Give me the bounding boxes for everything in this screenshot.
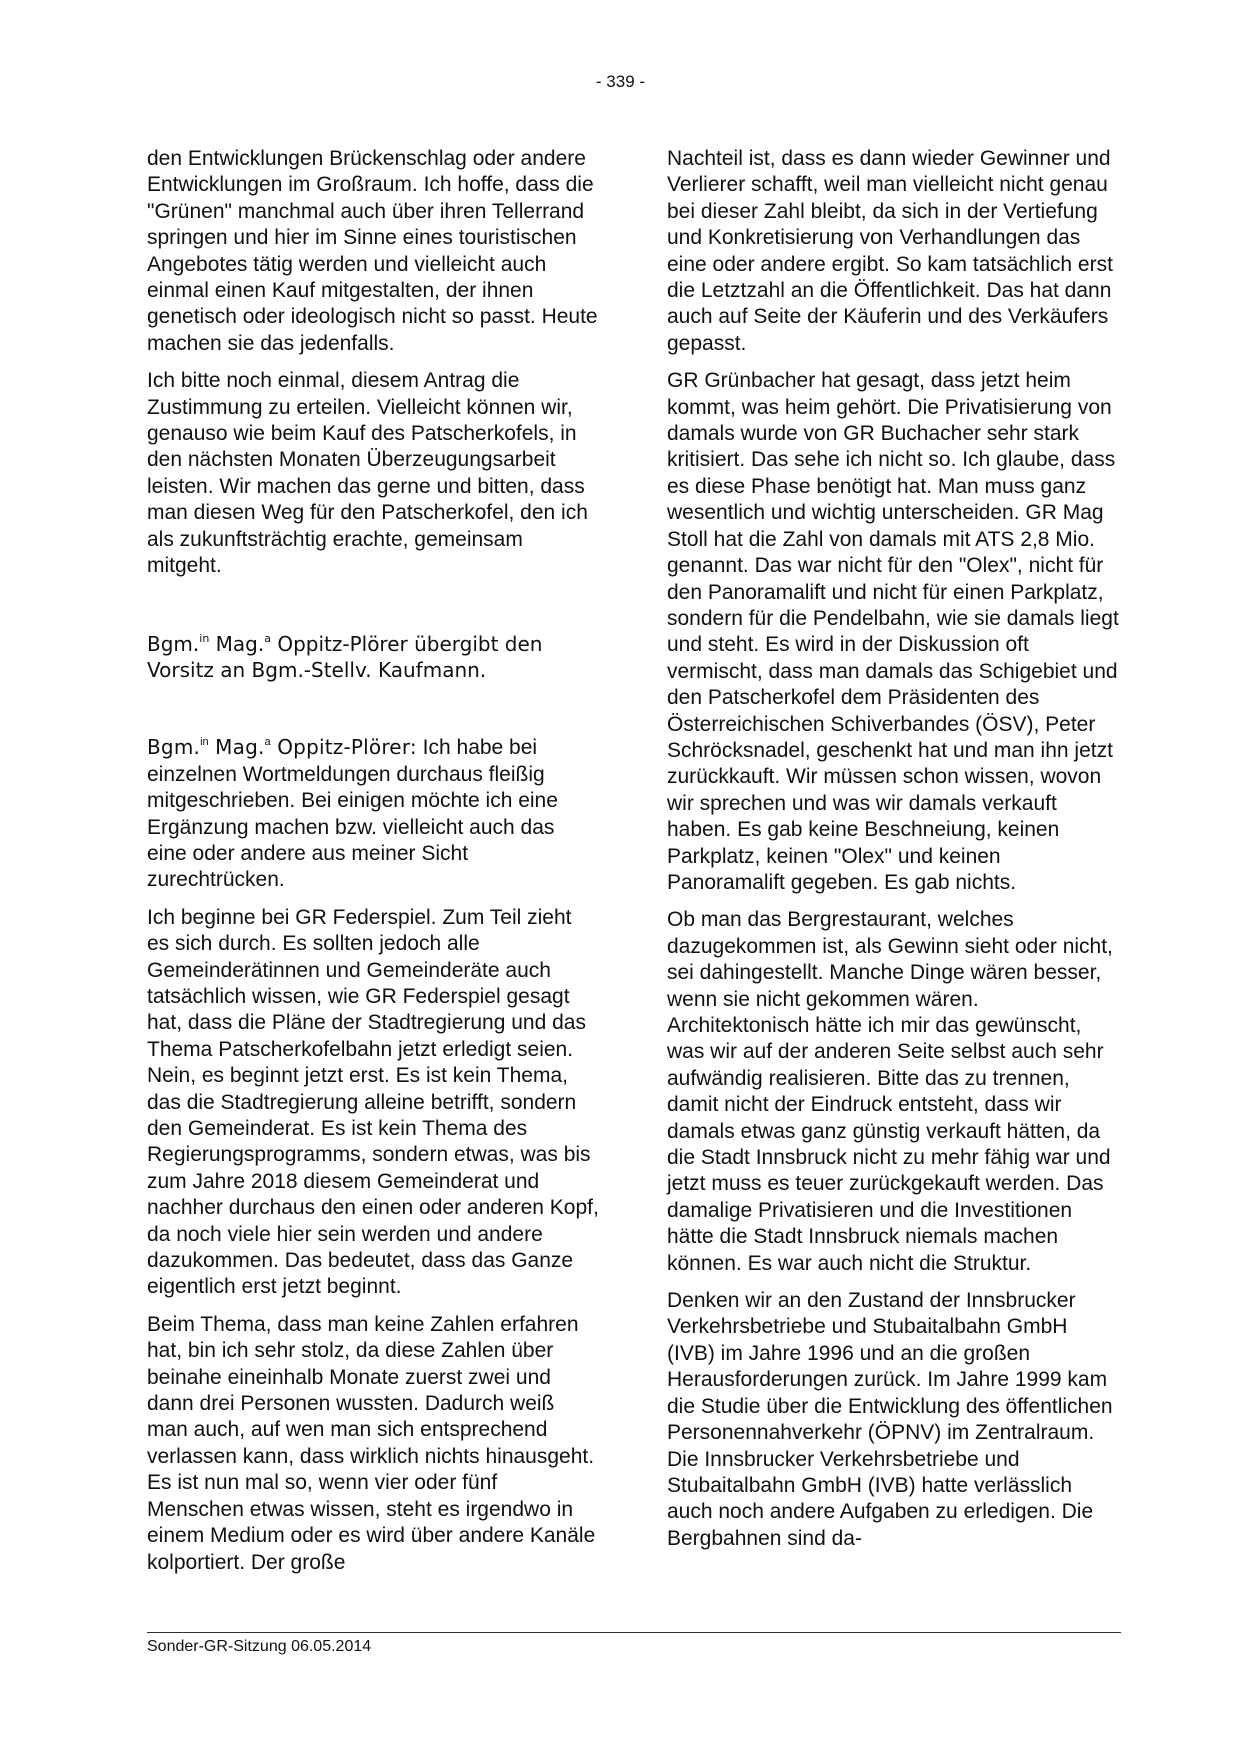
chair-handover-note <box>147 631 599 684</box>
paragraph: Ob man das Bergrestaurant, welches dazugekommen ist, als Gewinn sieht oder nicht, sei dahingestellt. Manche Dinge wären besser, wenn sie nicht gekommen wären. Architektonisch hätte ich mir das gewünscht, was wir auf der anderen Seite selbst auch sehr aufwändig realisieren. Bitte das zu trennen, damit nicht der Eindruck entsteht, dass wir damals etwas ganz günstig verkauft hätten, da die Stadt Innsbruck nicht zu mehr fähig war und jetzt muss es teuer zurückgekauft werden. Das damalige Privatisieren und die Investitionen hätte die Stadt Innsbruck niemals machen können. Es war auch nicht die Struktur. <box>667 908 1113 1275</box>
paragraph: Ich bitte noch einmal, diesem Antrag die Zustimmung zu erteilen. Vielleicht können wir, genauso wie beim Kauf des Patscherkofels, in den nächsten Monaten Überzeugungsarbeit leisten. Wir machen das gerne und bitten, dass man diesen Weg für den Patscherkofel, den ich als zukunftsträchtig erachte, gemeinsam mitgeht. <box>147 369 588 578</box>
speaker-title: Bgm. <box>147 735 201 760</box>
paragraph: den Entwicklungen Brückenschlag oder andere Entwicklungen im Großraum. Ich hoffe, dass die "Grünen" manchmal auch über ihren Tellerrand springen und hier im Sinne eines touristischen Angebotes tätig werden und vielleicht auch einmal einen Kauf mitgestalten, der ihnen genetisch oder ideologisch nicht so passt. Heute machen sie das jedenfalls. <box>147 147 598 355</box>
page-number: - 339 - <box>595 72 646 91</box>
footer-divider <box>147 1632 1121 1633</box>
paragraph: Denken wir an den Zustand der Innsbrucker Verkehrsbetriebe und Stubaitalbahn GmbH (IVB) im Jahre 1996 und an die großen Herausforderungen zurück. Im Jahre 1999 kam die Studie über die Entwicklung des öffentlichen Personennahverkehr (ÖPNV) im Zentralraum. Die Innsbrucker Verkehrsbetriebe und Stubaitalbahn GmbH (IVB) hatte verlässlich auch noch andere Aufgaben zu erledigen. Die Bergbahnen sind da- <box>667 1289 1113 1550</box>
superscript: in <box>199 631 210 645</box>
speaker-title: Mag. <box>209 631 265 656</box>
superscript: a <box>264 736 271 749</box>
superscript: in <box>200 736 209 749</box>
superscript: a <box>264 631 271 645</box>
speech-paragraph <box>147 734 599 893</box>
footer-text: Sonder-GR-Sitzung 06.05.2014 <box>147 1638 372 1655</box>
paragraph: GR Grünbacher hat gesagt, dass jetzt heim kommt, was heim gehört. Die Privatisierung von damals wurde von GR Buchacher sehr stark kritisiert. Das sehe ich nicht so. Ich glaube, dass es diese Phase benötigt hat. Man muss ganz wesentlich und wichtig unterscheiden. GR Mag Stoll hat die Zahl von damals mit ATS 2,8 Mio. genannt. Das war nicht für den "Olex", nicht für den Panoramalift und nicht für einen Parkplatz, sondern für die Pendelbahn, wie sie damals liegt und steht. Es wird in der Diskussion oft vermischt, dass man damals das Schigebiet und den Patscherkofel dem Präsidenten des Österreichischen Schiverbandes (ÖSV), Peter Schröcksnadel, geschenkt hat und man ihn jetzt zurückkauft. Wir müssen schon wissen, wovon wir sprechen und was wir damals verkauft haben. Es gab keine Beschneiung, keinen Parkplatz, keinen "Olex" und keinen Panoramalift gegeben. Es gab nichts. <box>667 369 1119 894</box>
paragraph: Ich beginne bei GR Federspiel. Zum Teil zieht es sich durch. Es sollten jedoch alle Gemeinderätinnen und Gemeinderäte auch tatsächlich wissen, wie GR Federspiel gesagt hat, dass die Pläne der Stadtregierung und das Thema Patscherkofelbahn jetzt erledigt seien. Nein, es beginnt jetzt erst. Es ist kein Thema, das die Stadtregierung alleine betrifft, sondern den Gemeinderat. Es ist kein Thema des Regierungsprogramms, sondern etwas, was bis zum Jahre 2018 diesem Gemeinderat und nachher durchaus den einen oder anderen Kopf, da noch viele hier sein werden und andere dazukommen. Das bedeutet, dass das Ganze eigentlich erst jetzt beginnt. <box>147 905 599 1299</box>
paragraph: Beim Thema, dass man keine Zahlen erfahren hat, bin ich sehr stolz, da diese Zahlen über beinahe eineinhalb Monate zuerst zwei und dann drei Personen wussten. Dadurch weiß man auch, auf wen man sich entsprechend verlassen kann, dass wirklich nichts hinausgeht. Es ist nun mal so, wenn vier oder fünf Menschen etwas wissen, steht es irgendwo in einem Medium oder es wird über andere Kanäle kolportiert. Der große <box>147 1312 596 1574</box>
paragraph: Nachteil ist, dass es dann wieder Gewinner und Verlierer schafft, weil man vielleicht nicht genau bei dieser Zahl bleibt, da sich in der Vertiefung und Konkretisierung von Verhandlungen das eine oder andere ergibt. So kam tatsächlich erst die Letztzahl an die Öffentlichkeit. Das hat dann auch auf Seite der Käuferin und des Verkäufers gepasst. <box>667 147 1113 355</box>
note-text: Oppitz-Plörer übergibt den Vorsitz an Bgm.-Stellv. Kaufmann. <box>147 631 543 682</box>
speaker-name: Oppitz-Plörer: <box>270 735 417 760</box>
left-column <box>147 146 599 1587</box>
speech-text: Ich habe bei einzelnen Wortmeldungen durchaus fleißig mitgeschrieben. Bei einigen möchte ich eine Ergänzung machen bzw. vielleicht auch das eine oder andere aus meiner Sicht zurechtrücken. <box>147 736 558 892</box>
right-column <box>667 146 1119 1563</box>
speaker-title: Bgm. <box>147 631 200 656</box>
speaker-title: Mag. <box>208 735 265 760</box>
